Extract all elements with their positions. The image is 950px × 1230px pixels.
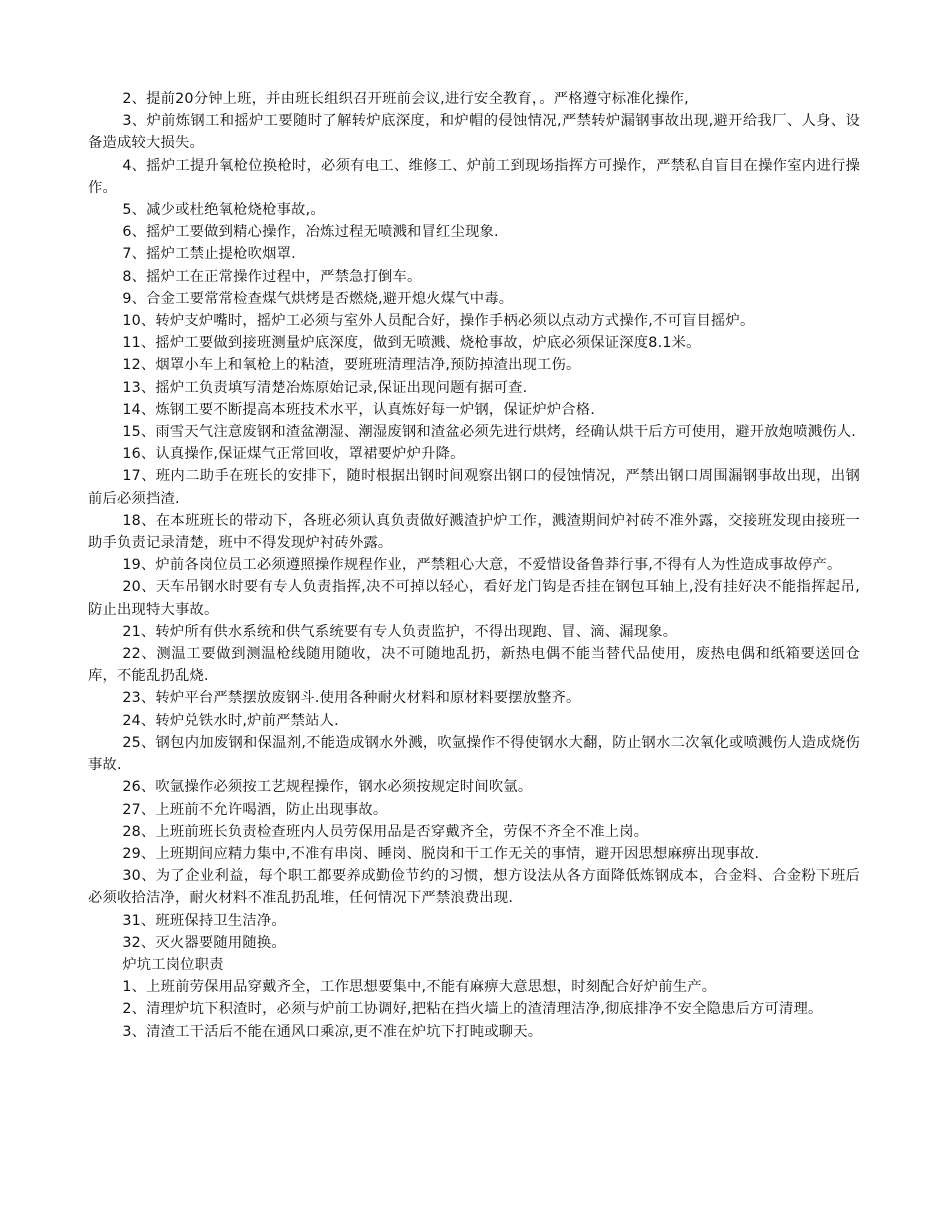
paragraph: 30、为了企业利益，每个职工都要养成勤俭节约的习惯，想方设法从各方面降低炼钢成本，合金料、合金粉下班后必须收拾洁净，耐火材料不准乱扔乱堆，任何情况下严禁浪费出现.	[88, 868, 860, 907]
paragraph: 2、清理炉坑下积渣时，必须与炉前工协调好,把粘在挡火墙上的渣清理洁净,彻底排净不安全隐患后方可清理。	[122, 1001, 823, 1018]
paragraph: 4、摇炉工提升氧枪位换枪时，必须有电工、维修工、炉前工到现场指挥方可操作，严禁私自盲目在操作室内进行操作。	[88, 157, 860, 196]
paragraph: 12、烟罩小车上和氧枪上的粘渣，要班班清理洁净,预防掉渣出现工伤。	[122, 357, 581, 374]
paragraph: 16、认真操作,保证煤气正常回收，罩裙要炉炉升降。	[122, 446, 465, 463]
paragraph: 28、上班前班长负责检查班内人员劳保用品是否穿戴齐全，劳保不齐全不准上岗。	[122, 823, 649, 840]
paragraph: 27、上班前不允许喝酒，防止出现事故。	[122, 801, 388, 818]
paragraph: 20、天车吊钢水时要有专人负责指挥,决不可掉以轻心，看好龙门钩是否挂在钢包耳轴上,没有挂好决不能指挥起吊,防止出现特大事故。	[88, 579, 860, 618]
paragraph: 1、上班前劳保用品穿戴齐全，工作思想要集中,不能有麻痹大意思想，时刻配合好炉前生产。	[122, 979, 717, 996]
document-page	[88, 88, 860, 1043]
paragraph: 13、摇炉工负责填写清楚冶炼原始记录,保证出现问题有据可查.	[122, 379, 528, 396]
paragraph: 31、班班保持卫生洁净。	[122, 912, 286, 929]
paragraph: 26、吹氩操作必须按工艺规程操作，钢水必须按规定时间吹氩。	[122, 779, 533, 796]
paragraph: 18、在本班班长的带动下，各班必须认真负责做好溅渣护炉工作，溅渣期间炉衬砖不准外露，交接班发现由接班一助手负责记录清楚，班中不得发现炉衬砖外露。	[88, 512, 860, 552]
paragraph: 6、摇炉工要做到精心操作，冶炼过程无喷溅和冒红尘现象.	[122, 224, 499, 241]
paragraph: 5、减少或杜绝氧枪烧枪事故,。	[122, 202, 325, 219]
paragraph: 11、摇炉工要做到接班测量炉底深度，做到无喷溅、烧枪事故，炉底必须保证深度8.1米。	[122, 335, 701, 352]
paragraph: 14、炼钢工要不断提高本班技术水平，认真炼好每一炉钢，保证炉炉合格.	[122, 401, 596, 418]
paragraph: 15、雨雪天气注意废钢和渣盆潮湿、潮湿废钢和渣盆必须先进行烘烤，经确认烘干后方可使用，避开放炮喷溅伤人.	[122, 424, 856, 441]
paragraph: 22、测温工要做到测温枪线随用随收，决不可随地乱扔，新热电偶不能当替代品使用，废热电偶和纸箱要送回仓库，不能乱扔乱烧.	[88, 646, 860, 685]
paragraph: 2、提前20分钟上班，并由班长组织召开班前会议,进行安全教育，。严格遵守标准化操作,	[122, 91, 689, 107]
paragraph: 10、转炉支炉嘴时，摇炉工必须与室外人员配合好，操作手柄必须以点动方式操作,不可盲目摇炉。	[122, 313, 755, 330]
paragraph: 7、摇炉工禁止提枪吹烟罩.	[122, 246, 296, 263]
paragraph: 23、转炉平台严禁摆放废钢斗.使用各种耐火材料和原材料要摆放整齐。	[122, 690, 581, 707]
paragraph: 17、班内二助手在班长的安排下，随时根据出钢时间观察出钢口的侵蚀情况，严禁出钢口周围漏钢事故出现，出钢前后必须挡渣.	[88, 468, 860, 507]
paragraph: 8、摇炉工在正常操作过程中，严禁急打倒车。	[122, 268, 422, 285]
paragraph: 24、转炉兑铁水时,炉前严禁站人.	[122, 712, 339, 729]
paragraph: 32、灭火器要随用随换。	[122, 934, 286, 951]
section-heading: 炉坑工岗位职责	[122, 956, 224, 973]
paragraph: 3、清渣工干活后不能在通风口乘凉,更不准在炉坑下打盹或聊天。	[122, 1023, 543, 1040]
paragraph: 29、上班期间应精力集中,不准有串岗、睡岗、脱岗和干工作无关的事情，避开因思想麻痹出现事故.	[122, 845, 760, 862]
paragraph: 21、转炉所有供水系统和供气系统要有专人负责监护，不得出现跑、冒、滴、漏现象。	[122, 623, 678, 640]
paragraph: 25、钢包内加废钢和保温剂,不能造成钢水外溅，吹氩操作不得使钢水大翻，防止钢水二次氧化或喷溅伤人造成烧伤事故.	[88, 734, 860, 774]
paragraph: 3、炉前炼钢工和摇炉工要随时了解转炉底深度，和炉帽的侵蚀情况,严禁转炉漏钢事故出现,避开给我厂、人身、设备造成较大损失。	[88, 113, 860, 152]
paragraph: 19、炉前各岗位员工必须遵照操作规程作业，严禁粗心大意，不爱惜设备鲁莽行事,不得有人为性造成事故停产。	[122, 557, 842, 574]
paragraph: 9、合金工要常常检查煤气烘烤是否燃烧,避开熄火煤气中毒。	[122, 290, 514, 307]
